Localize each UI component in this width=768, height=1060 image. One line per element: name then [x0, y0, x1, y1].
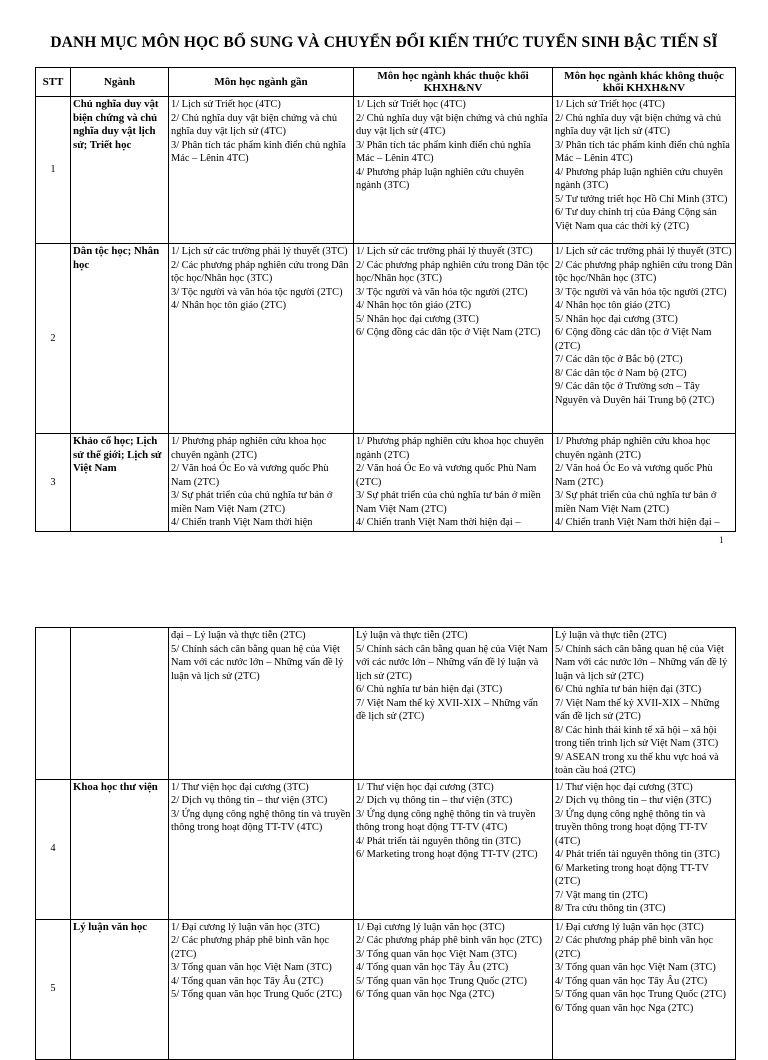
course-item: 3/ Phân tích tác phẩm kinh điển chủ nghĩa Mác – Lênin 4TC) [171, 139, 346, 164]
course-item: 1/ Phương pháp nghiên cứu khoa học chuyên ngành (2TC) [171, 436, 327, 461]
course-item: 7/ Các dân tộc ở Bắc bộ (2TC) [555, 354, 683, 365]
course-item: 2/ Dịch vụ thông tin – thư viện (3TC) [171, 795, 328, 806]
course-item: 3/ Tổng quan văn học Việt Nam (3TC) [356, 948, 517, 960]
row-gan-courses [169, 628, 354, 780]
course-item: 4/ Tổng quan văn học Tây Âu (2TC) [171, 975, 324, 987]
course-item: 8/ Các hình thái kinh tế xã hội – xã hội trong tiến trình lịch sử Việt Nam (3TC) [555, 724, 719, 749]
course-item: 2/ Văn hoá Óc Eo và vương quốc Phù Nam (2TC) [356, 463, 537, 488]
header-mon-hoc-nganh-gan: Môn học ngành gần [169, 68, 354, 97]
row-stt: 5 [36, 919, 71, 1059]
course-item: 5/ Chính sách cân bằng quan hệ của Việt Nam với các nước lớn – Những vấn đề lý luận và lịch sử (2TC) [555, 643, 728, 682]
course-item: 6/ Marketing trong hoạt động TT-TV (2TC) [555, 862, 709, 887]
row-stt: 4 [36, 779, 71, 919]
course-item: 9/ ASEAN trong xu thế khu vực hoá và toàn cầu hoá (2TC) [555, 751, 719, 776]
row-nganh: Khoa học thư viện [71, 779, 169, 919]
course-item: 5/ Tổng quan văn học Trung Quốc (2TC) [171, 989, 342, 1000]
course-item: 3/ Sự phát triển của chủ nghĩa tư bản ở miền Nam Việt Nam (2TC) [171, 490, 333, 515]
course-item: 3/ Tổng quan văn học Việt Nam (3TC) [171, 962, 332, 973]
course-item: 6/ Tư duy chính trị của Đảng Cộng sản Việt Nam qua các thời kỳ (2TC) [555, 207, 717, 232]
row-khac-courses [553, 244, 736, 434]
course-item: 5/ Chính sách cân bằng quan hệ của Việt Nam với các nước lớn – Những vấn đề lý luận và lịch sử (2TC) [356, 643, 548, 682]
course-item: 3/ Tộc người và văn hóa tộc người (2TC) [555, 286, 727, 298]
row-khxh-courses [354, 434, 553, 532]
course-item: 4/ Phát triển tài nguyên thông tin (3TC) [356, 835, 521, 847]
course-item: 4/ Phát triển tài nguyên thông tin (3TC) [555, 849, 720, 860]
table-row [36, 779, 736, 919]
course-item: 4/ Nhân học tôn giáo (2TC) [171, 300, 287, 311]
course-item: 6/ Cộng đồng các dân tộc ở Việt Nam (2TC) [356, 327, 541, 338]
course-item: 1/ Lịch sử các trường phái lý thuyết (3TC) [171, 246, 348, 257]
curriculum-table-page-1 [35, 67, 736, 532]
row-nganh [71, 628, 169, 780]
table-row [36, 244, 736, 434]
course-item: 3/ Sự phát triển của chủ nghĩa tư bản ở miền Nam Việt Nam (2TC) [356, 490, 541, 515]
course-item: 3/ Ứng dụng công nghệ thông tin và truyền thông trong hoạt động TT-TV (4TC) [555, 808, 708, 847]
course-item: 2/ Các phương pháp phê bình văn học (2TC) [356, 935, 542, 946]
course-item: 1/ Thư viện học đại cương (3TC) [555, 781, 693, 793]
course-item: 4/ Phương pháp luận nghiên cứu chuyên ngành (3TC) [356, 166, 524, 191]
course-item: 1/ Lịch sử các trường phái lý thuyết (3TC) [555, 246, 732, 257]
row-stt: 2 [36, 244, 71, 434]
course-item: 4/ Chiến tranh Việt Nam thời hiện đại – [555, 517, 720, 528]
course-item: 2/ Văn hoá Óc Eo và vương quốc Phù Nam (2TC) [171, 463, 329, 488]
course-item: 4/ Chiến tranh Việt Nam thời hiện [171, 517, 313, 528]
row-khxh-courses [354, 628, 553, 780]
course-item: 8/ Các dân tộc ở Nam bộ (2TC) [555, 367, 687, 379]
page-number: 1 [719, 535, 724, 545]
course-item: 6/ Tổng quan văn học Nga (2TC) [356, 989, 495, 1000]
table-row [36, 97, 736, 244]
course-item: Lý luận và thực tiễn (2TC) [555, 630, 667, 641]
course-item: 2/ Chủ nghĩa duy vật biện chứng và chủ nghĩa duy vật lịch sử (4TC) [171, 112, 338, 137]
course-item: 1/ Lịch sử Triết học (4TC) [171, 99, 281, 110]
row-khac-courses [553, 779, 736, 919]
header-mon-hoc-khxh: Môn học ngành khác thuộc khối KHXH&NV [354, 68, 553, 97]
course-item: 1/ Đại cương lý luận văn học (3TC) [356, 921, 505, 933]
course-item: 3/ Tộc người và văn hóa tộc người (2TC) [356, 286, 528, 298]
course-item: 7/ Việt Nam thế kỷ XVII-XIX – Những vấn đề lịch sử (2TC) [555, 697, 720, 722]
table-row [36, 628, 736, 780]
row-khxh-courses [354, 97, 553, 244]
course-item: Lý luận và thực tiễn (2TC) [356, 630, 468, 641]
course-item: 2/ Các phương pháp nghiên cứu trong Dân tộc học/Nhân học (3TC) [171, 259, 349, 284]
course-item: 1/ Lịch sử các trường phái lý thuyết (3TC) [356, 246, 533, 257]
course-item: 2/ Dịch vụ thông tin – thư viện (3TC) [555, 795, 712, 806]
course-item: 4/ Phương pháp luận nghiên cứu chuyên ngành (3TC) [555, 166, 723, 191]
row-stt: 3 [36, 434, 71, 532]
course-item: 3/ Ứng dụng công nghệ thông tin và truyền thông trong hoạt động TT-TV (4TC) [356, 808, 536, 833]
header-nganh: Ngành [71, 68, 169, 97]
course-item: 1/ Lịch sử Triết học (4TC) [356, 99, 466, 110]
course-item: 5/ Nhân học đại cương (3TC) [555, 313, 678, 325]
course-item: 2/ Chủ nghĩa duy vật biện chứng và chủ nghĩa duy vật lịch sử (4TC) [555, 112, 722, 137]
row-gan-courses [169, 779, 354, 919]
row-khac-courses [553, 919, 736, 1059]
course-item: 2/ Văn hoá Óc Eo và vương quốc Phù Nam (2TC) [555, 463, 713, 488]
header-stt: STT [36, 68, 71, 97]
course-item: 6/ Tổng quan văn học Nga (2TC) [555, 1002, 694, 1014]
header-mon-hoc-khac: Môn học ngành khác không thuộc khối KHXH&NV [553, 68, 736, 97]
course-item: 1/ Phương pháp nghiên cứu khoa học chuyên ngành (2TC) [356, 436, 544, 461]
row-khxh-courses [354, 779, 553, 919]
course-item: 4/ Tổng quan văn học Tây Âu (2TC) [555, 975, 708, 987]
table-row [36, 434, 736, 532]
course-item: 4/ Tổng quan văn học Tây Âu (2TC) [356, 962, 509, 973]
course-item: 2/ Các phương pháp phê bình văn học (2TC) [171, 935, 330, 960]
course-item: 1/ Đại cương lý luận văn học (3TC) [555, 921, 704, 933]
row-khac-courses [553, 628, 736, 780]
row-khac-courses [553, 434, 736, 532]
row-gan-courses [169, 434, 354, 532]
course-item: 1/ Phương pháp nghiên cứu khoa học chuyên ngành (2TC) [555, 436, 711, 461]
course-item: 5/ Chính sách cân bằng quan hệ của Việt Nam với các nước lớn – Những vấn đề lý luận và lịch sử (2TC) [171, 643, 344, 682]
row-khac-courses [553, 97, 736, 244]
row-stt: 1 [36, 97, 71, 244]
row-khxh-courses [354, 244, 553, 434]
row-gan-courses [169, 244, 354, 434]
course-item: 4/ Nhân học tôn giáo (2TC) [356, 300, 472, 311]
table-header-row [36, 68, 736, 97]
course-item: 3/ Phân tích tác phẩm kinh điển chủ nghĩa Mác – Lênin 4TC) [555, 139, 730, 164]
course-item: 1/ Lịch sử Triết học (4TC) [555, 99, 665, 110]
row-gan-courses [169, 97, 354, 244]
course-item: 2/ Dịch vụ thông tin – thư viện (3TC) [356, 795, 513, 806]
course-item: 7/ Vật mang tin (2TC) [555, 889, 648, 901]
course-item: 3/ Tộc người và văn hóa tộc người (2TC) [171, 286, 343, 298]
course-item: 1/ Thư viện học đại cương (3TC) [171, 781, 309, 793]
course-item: 3/ Phân tích tác phẩm kinh điển chủ nghĩa Mác – Lênin 4TC) [356, 139, 531, 164]
course-item: 3/ Tổng quan văn học Việt Nam (3TC) [555, 962, 716, 973]
row-khxh-courses [354, 919, 553, 1059]
row-nganh: Dân tộc học; Nhân học [71, 244, 169, 434]
row-nganh: Chủ nghĩa duy vật biện chứng và chủ nghĩa duy vật lịch sử; Triết học [71, 97, 169, 244]
course-item: 6/ Chủ nghĩa tư bản hiện đại (3TC) [356, 684, 503, 695]
course-item: 7/ Việt Nam thế kỷ XVII-XIX – Những vấn đề lịch sử (2TC) [356, 697, 538, 722]
course-item: 4/ Chiến tranh Việt Nam thời hiện đại – [356, 517, 521, 528]
course-item: 5/ Tổng quan văn học Trung Quốc (2TC) [356, 975, 527, 987]
course-item: 1/ Đại cương lý luận văn học (3TC) [171, 921, 320, 933]
course-item: 6/ Chủ nghĩa tư bản hiện đại (3TC) [555, 684, 702, 695]
course-item: 9/ Các dân tộc ở Trường sơn – Tây Nguyên và Duyên hải Trung bộ (2TC) [555, 381, 715, 406]
row-gan-courses [169, 919, 354, 1059]
row-stt [36, 628, 71, 780]
course-item: 5/ Nhân học đại cương (3TC) [356, 313, 479, 325]
course-item: 2/ Các phương pháp phê bình văn học (2TC) [555, 935, 714, 960]
course-item: 6/ Marketing trong hoạt động TT-TV (2TC) [356, 849, 538, 860]
curriculum-table-page-2 [35, 627, 736, 1060]
course-item: 8/ Tra cứu thông tin (3TC) [555, 903, 666, 914]
course-item: 2/ Các phương pháp nghiên cứu trong Dân tộc học/Nhân học (3TC) [356, 259, 549, 284]
row-nganh: Khảo cổ học; Lịch sử thế giới; Lịch sử Việt Nam [71, 434, 169, 532]
course-item: 3/ Ứng dụng công nghệ thông tin và truyền thông trong hoạt động TT-TV (4TC) [171, 808, 351, 833]
course-item: 1/ Thư viện học đại cương (3TC) [356, 781, 494, 793]
course-item: 2/ Các phương pháp nghiên cứu trong Dân tộc học/Nhân học (3TC) [555, 259, 733, 284]
course-item: 6/ Cộng đồng các dân tộc ở Việt Nam (2TC) [555, 327, 712, 352]
course-item: đại – Lý luận và thực tiễn (2TC) [171, 630, 306, 641]
course-item: 3/ Sự phát triển của chủ nghĩa tư bản ở miền Nam Việt Nam (2TC) [555, 490, 717, 515]
page-title: DANH MỤC MÔN HỌC BỔ SUNG VÀ CHUYỂN ĐỔI KIẾN THỨC TUYỂN SINH BẬC TIẾN SĨ [50, 34, 718, 51]
row-nganh: Lý luận văn học [71, 919, 169, 1059]
course-item: 4/ Nhân học tôn giáo (2TC) [555, 300, 671, 311]
course-item: 5/ Tổng quan văn học Trung Quốc (2TC) [555, 989, 726, 1000]
course-item: 5/ Tư tưởng triết học Hồ Chí Minh (3TC) [555, 193, 728, 205]
table-row [36, 919, 736, 1059]
course-item: 2/ Chủ nghĩa duy vật biện chứng và chủ nghĩa duy vật lịch sử (4TC) [356, 112, 548, 137]
